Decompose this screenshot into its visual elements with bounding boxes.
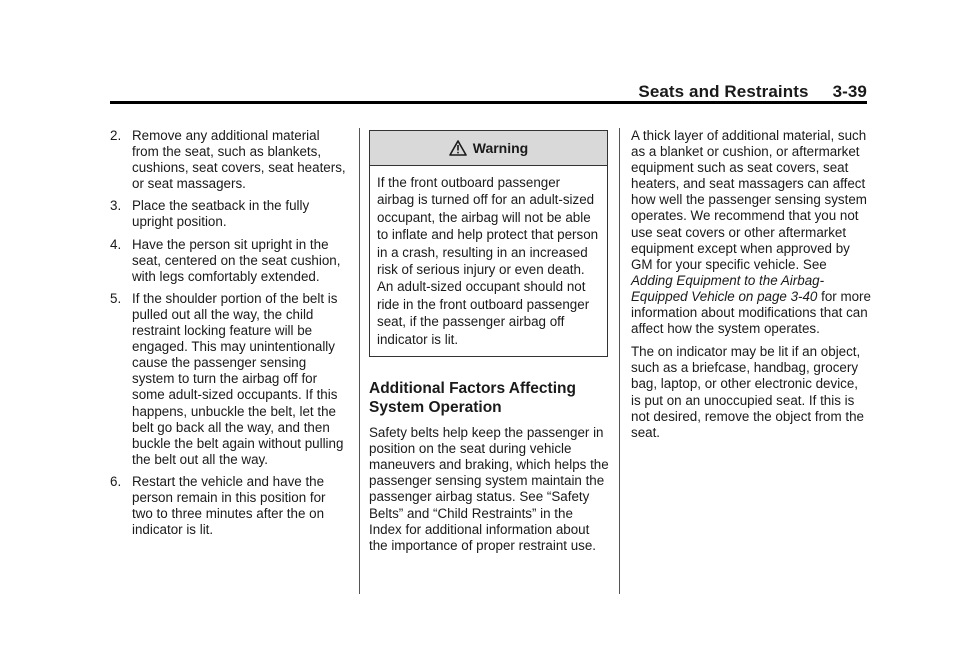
paragraph-aftermarket xyxy=(631,128,871,337)
column-2 xyxy=(369,128,609,561)
step-text: Remove any additional material from the seat, such as blankets, cushions, seat covers, seat heaters, or seat massagers. xyxy=(132,128,346,192)
section-paragraph: Safety belts help keep the passenger in position on the seat during vehicle maneuvers and braking, which helps the passenger sensing system maintain the passenger airbag status. See “Safety Belts” and “Child Restraints” in the Index for additional information about the importance of proper restraint use. xyxy=(369,425,609,553)
paragraph-text: A thick layer of additional material, such as a blanket or cushion, or aftermarket equipment such as seat covers, seat heaters, and seat massagers can affect how well the passenger sensing system operates. We recommend that you not use seat covers or other aftermarket equipment except when approved by GM for your specific vehicle. See xyxy=(631,128,867,272)
list-item xyxy=(110,291,350,468)
step-number: 6. xyxy=(110,473,122,489)
column-3 xyxy=(631,128,871,448)
step-text: Have the person sit upright in the seat, centered on the seat cushion, with legs comfortably extended. xyxy=(132,236,341,284)
step-number: 2. xyxy=(110,128,122,143)
column-divider xyxy=(619,128,620,594)
section-heading: Additional Factors Affecting System Operation xyxy=(369,380,576,417)
warning-box xyxy=(369,130,608,357)
step-number: 4. xyxy=(110,236,122,252)
list-item xyxy=(110,128,350,192)
column-1 xyxy=(110,128,350,544)
paragraph-text: for more information about modifications that can affect how the system operates. xyxy=(631,288,871,337)
warning-triangle-icon xyxy=(449,140,467,156)
header-rule xyxy=(110,101,867,104)
section-title: Seats and Restraints xyxy=(638,82,809,101)
step-number: 5. xyxy=(110,290,122,306)
cross-reference-link[interactable]: Adding Equipment to the Airbag-Equipped Vehicle on page 3-40 xyxy=(631,272,825,304)
step-text: If the shoulder portion of the belt is pulled out all the way, the child restraint locking feature will be engaged. This may unintentionally cause the passenger sensing system to turn the airbag off for some adult-sized occupants. If this happens, unbuckle the belt, let the belt go back all the way, and then buckle the belt again without pulling the belt out all the way. xyxy=(132,290,344,467)
list-item xyxy=(110,198,350,230)
list-item xyxy=(110,474,350,538)
step-number: 3. xyxy=(110,198,122,214)
page-number: 3-39 xyxy=(832,82,867,101)
warning-header xyxy=(370,131,607,166)
list-item xyxy=(110,237,350,285)
page-header xyxy=(110,82,867,102)
warning-text: If the front outboard passenger airbag is turned off for an adult-sized occupant, the airbag will not be able to inflate and help protect that person in a crash, resulting in an increased risk of serious injury or even death. An adult-sized occupant should not ride in the front outboard passenger seat, if the passenger airbag off indicator is lit. xyxy=(377,175,599,347)
paragraph-on-indicator: The on indicator may be lit if an object, such as a briefcase, handbag, grocery bag, laptop, or other electronic device, is put on an unoccupied seat. If this is not desired, remove the object from the seat. xyxy=(631,344,864,440)
column-divider xyxy=(359,128,360,594)
warning-title: Warning xyxy=(472,139,529,156)
step-text: Place the seatback in the fully upright position. xyxy=(132,198,310,230)
step-text: Restart the vehicle and have the person remain in this position for two to three minutes after the on indicator is lit. xyxy=(132,473,326,538)
steps-list xyxy=(110,128,350,538)
